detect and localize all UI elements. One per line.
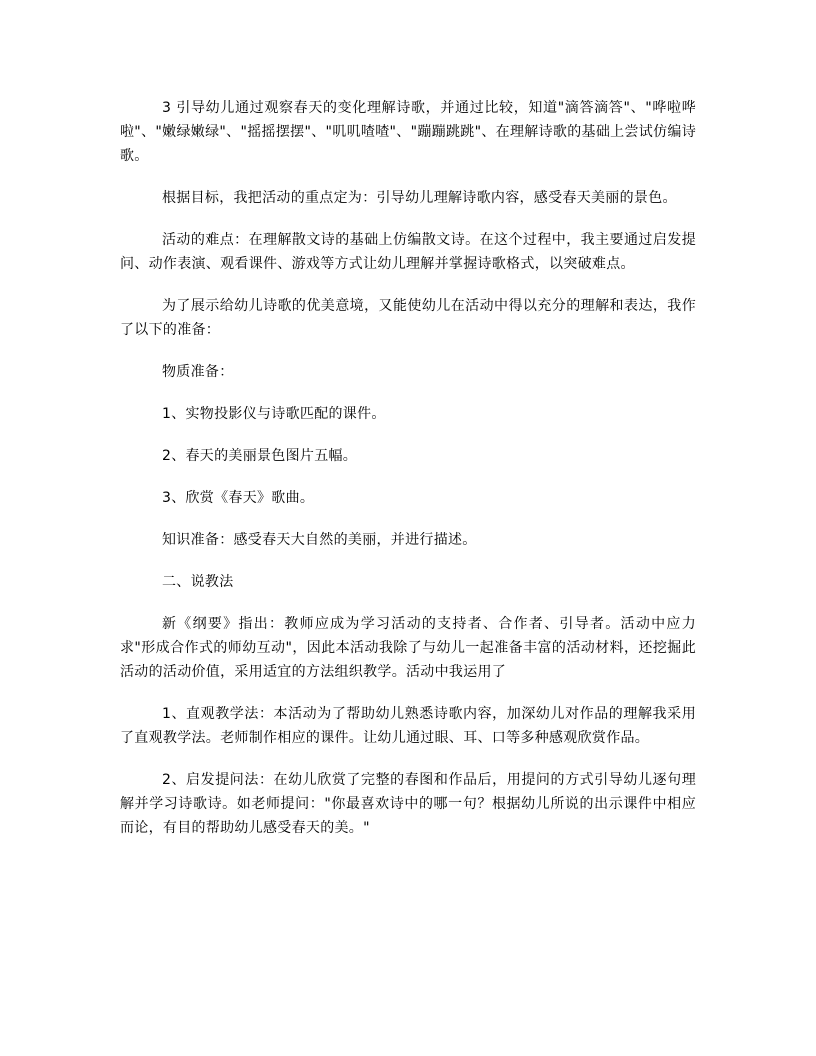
paragraph-knowledge-preparation: 知识准备：感受春天大自然的美丽，并进行描述。 xyxy=(162,532,477,548)
paragraph-guidelines: 新《纲要》指出：教师应成为学习活动的支持者、合作者、引导者。活动中应力求"形成合作式的师幼互动"，因此本活动我除了与幼儿一起准备丰富的活动材料，还挖掘此活动的活动价值，采用适宜的方法组织教学。活动中我运用了 xyxy=(120,616,696,680)
paragraph-key-point: 根据目标，我把活动的重点定为：引导幼儿理解诗歌内容，感受春天美丽的景色。 xyxy=(162,190,677,206)
paragraph-objective-3: 3 引导幼儿通过观察春天的变化理解诗歌，并通过比较，知道"滴答滴答"、"哗啦哗啦"、"嫩绿嫩绿"、"摇摇摆摆"、"叽叽喳喳"、"蹦蹦跳跳"、在理解诗歌的基础上尝试仿编诗歌。 xyxy=(120,100,696,164)
list-item-material-3: 3、欣赏《春天》歌曲。 xyxy=(162,490,315,506)
list-item-method-2: 2、启发提问法：在幼儿欣赏了完整的春图和作品后，用提问的方式引导幼儿逐句理解并学习诗歌诗。如老师提问："你最喜欢诗中的哪一句？根据幼儿所说的出示课件中相应而论，有目的帮助幼儿感受春天的美。" xyxy=(120,772,696,836)
list-item-material-2: 2、春天的美丽景色图片五幅。 xyxy=(162,448,358,464)
list-item-material-1: 1、实物投影仪与诗歌匹配的课件。 xyxy=(162,406,386,422)
paragraph-difficulty: 活动的难点：在理解散文诗的基础上仿编散文诗。在这个过程中，我主要通过启发提问、动作表演、观看课件、游戏等方式让幼儿理解并掌握诗歌格式，以突破难点。 xyxy=(120,232,696,272)
section-heading-teaching-method: 二、说教法 xyxy=(162,574,234,590)
heading-material-preparation: 物质准备： xyxy=(162,364,234,380)
paragraph-preparation-intro: 为了展示给幼儿诗歌的优美意境，又能使幼儿在活动中得以充分的理解和表达，我作了以下的准备： xyxy=(120,298,696,338)
document-page xyxy=(120,96,696,840)
list-item-method-1: 1、直观教学法：本活动为了帮助幼儿熟悉诗歌内容，加深幼儿对作品的理解我采用了直观教学法。老师制作相应的课件。让幼儿通过眼、耳、口等多种感观欣赏作品。 xyxy=(120,706,696,746)
